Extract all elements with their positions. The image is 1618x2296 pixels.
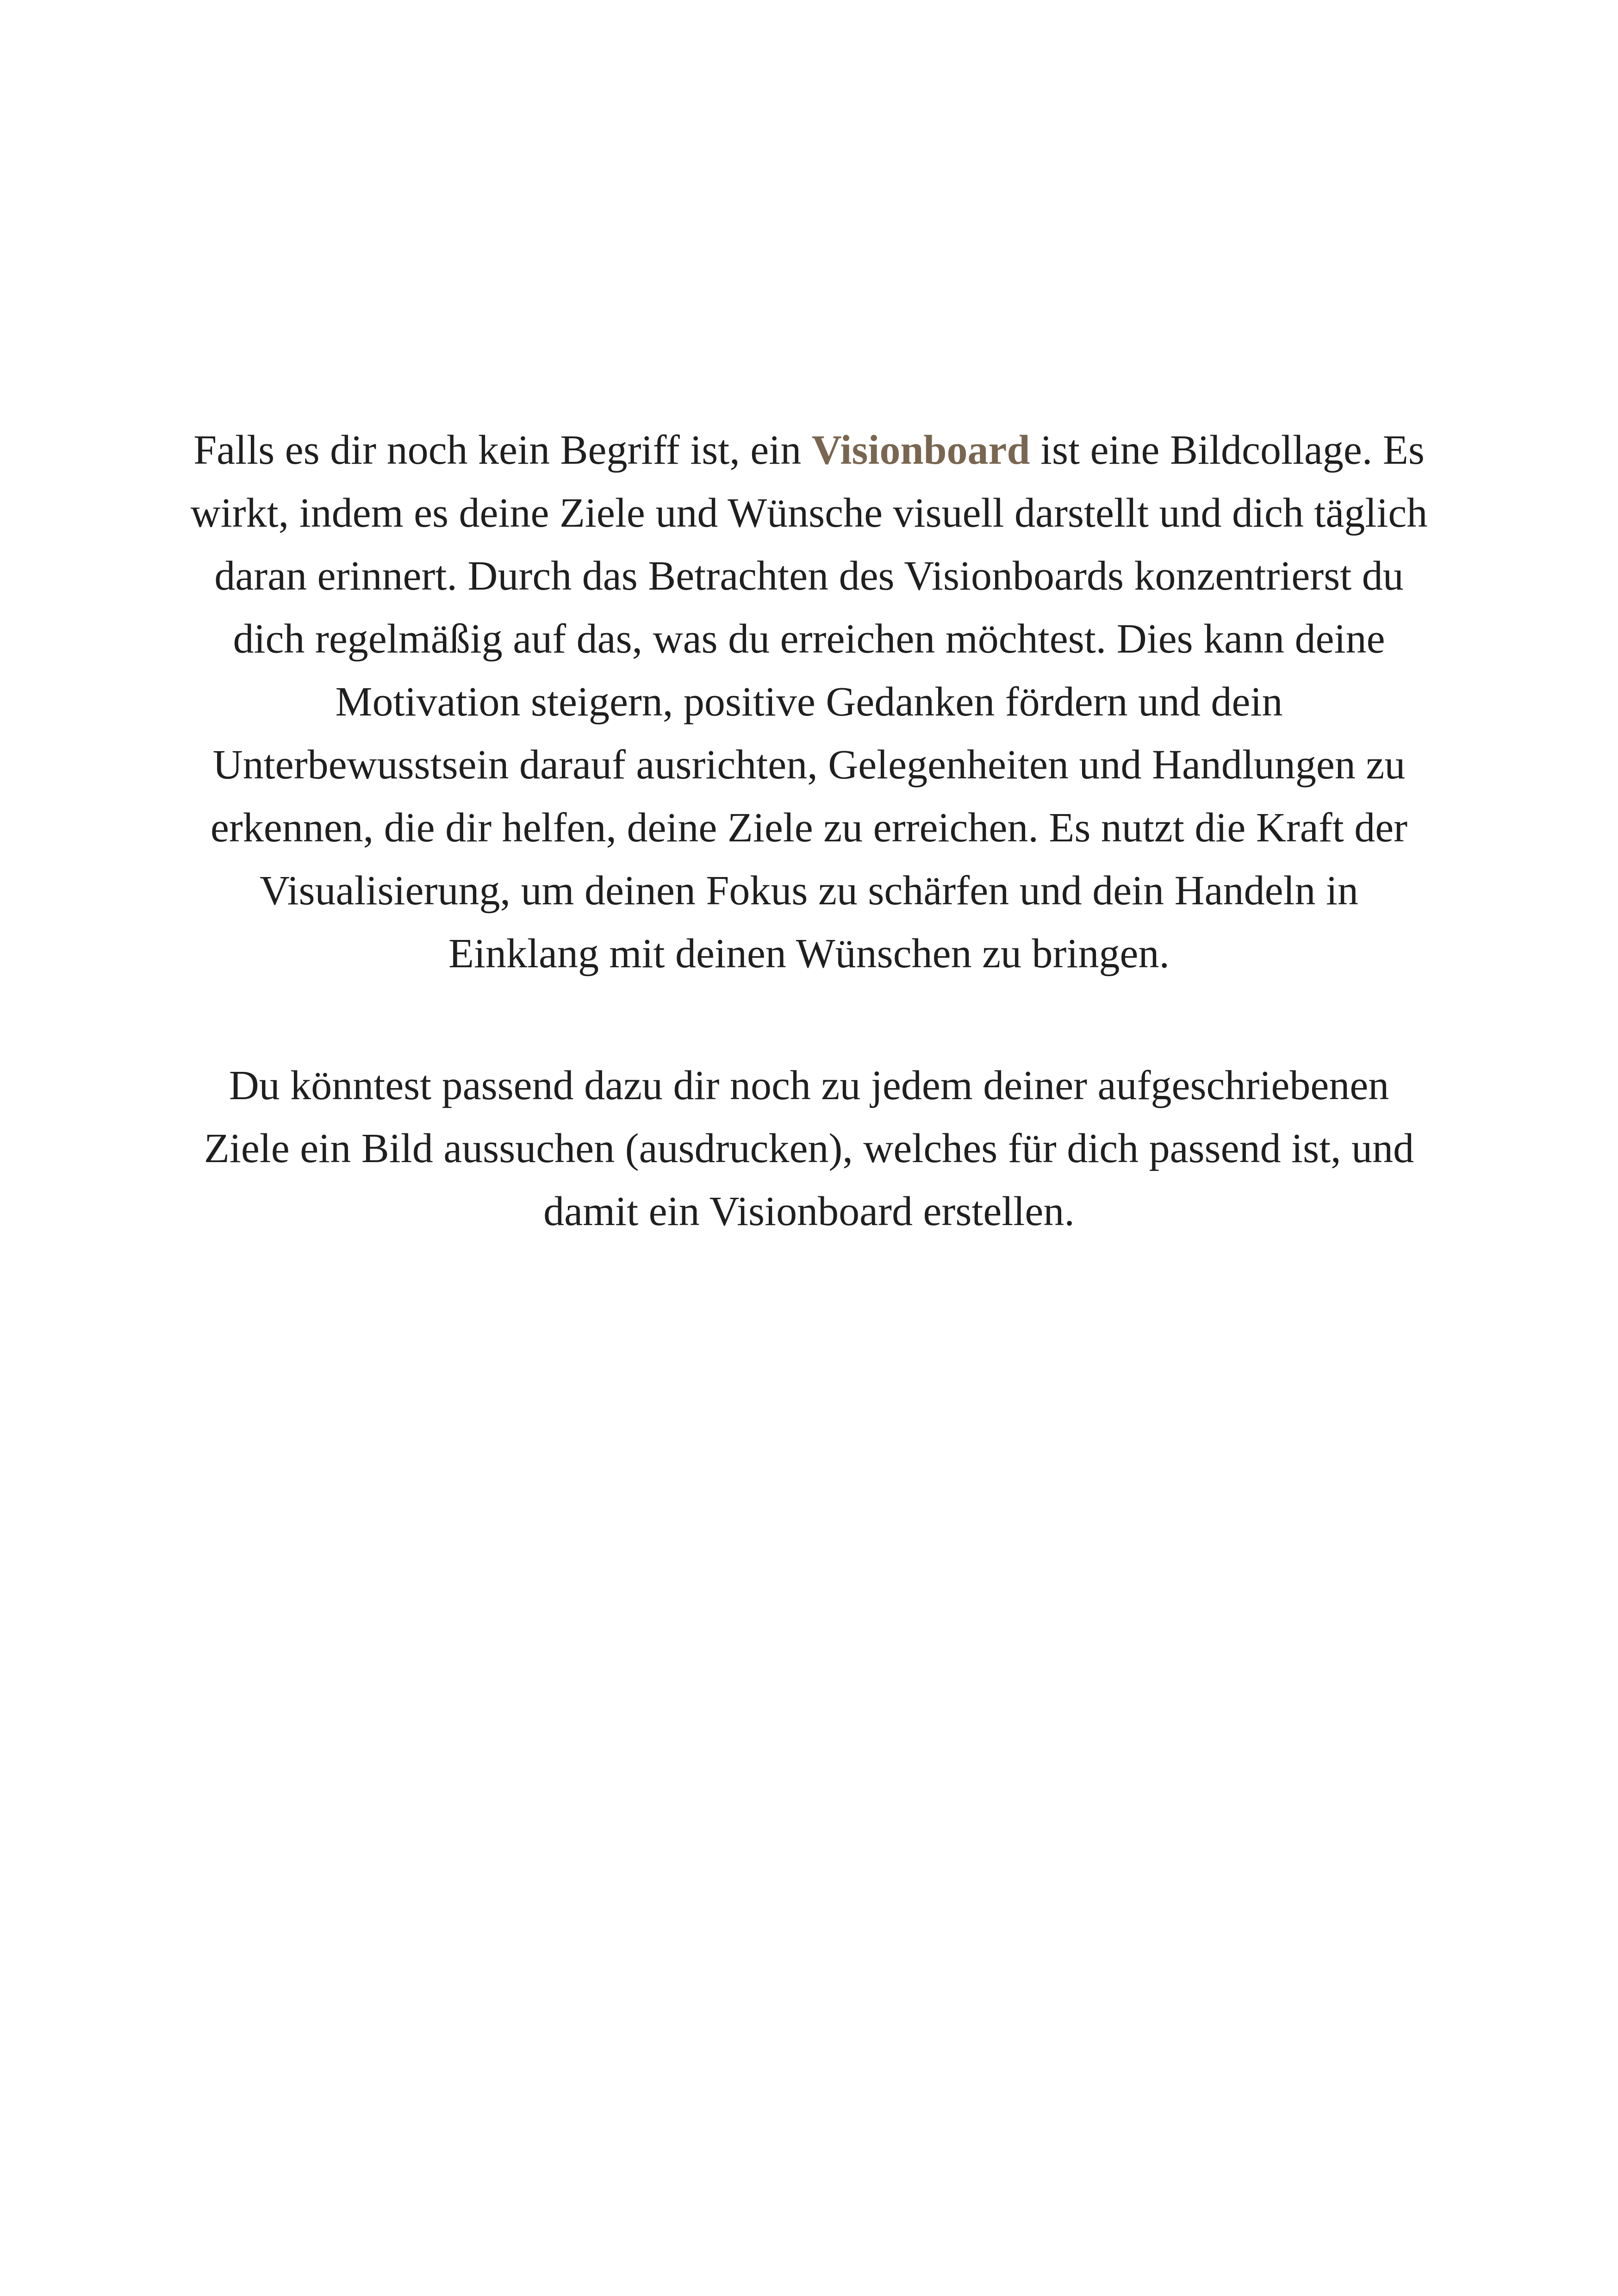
paragraph-line: wirkt, indem es deine Ziele und Wünsche visuell darstellt und dich täglich	[190, 490, 1428, 536]
paragraph-line: dich regelmäßig auf das, was du erreichen möchtest. Dies kann deine	[233, 616, 1385, 662]
paragraph-line: Du könntest passend dazu dir noch zu jedem deiner aufgeschriebenen	[229, 1063, 1389, 1108]
paragraph-line: daran erinnert. Durch das Betrachten des Visionboards konzentrierst du	[214, 553, 1404, 599]
paragraph-line: Visualisierung, um deinen Fokus zu schärfen und dein Handeln in	[259, 868, 1359, 914]
suggestion-paragraph	[153, 1054, 1465, 1243]
intro-paragraph	[153, 419, 1465, 985]
line-text: ist eine Bildcollage. Es	[1030, 427, 1425, 473]
paragraph-line: erkennen, die dir helfen, deine Ziele zu erreichen. Es nutzt die Kraft der	[210, 805, 1408, 851]
line-text: Falls es dir noch kein Begriff ist, ein	[193, 427, 812, 473]
paragraph-line: Motivation steigern, positive Gedanken fördern und dein	[335, 679, 1283, 725]
paragraph-line: Einklang mit deinen Wünschen zu bringen.	[448, 931, 1170, 977]
paragraph-line: damit ein Visionboard erstellen.	[543, 1188, 1075, 1234]
paragraph-line: Unterbewusstsein darauf ausrichten, Gelegenheiten und Handlungen zu	[212, 742, 1406, 788]
paragraph-line: Ziele ein Bild aussuchen (ausdrucken), welches für dich passend ist, und	[204, 1126, 1414, 1171]
paragraph-line	[153, 419, 1465, 482]
visionboard-highlight: Visionboard	[811, 427, 1030, 473]
